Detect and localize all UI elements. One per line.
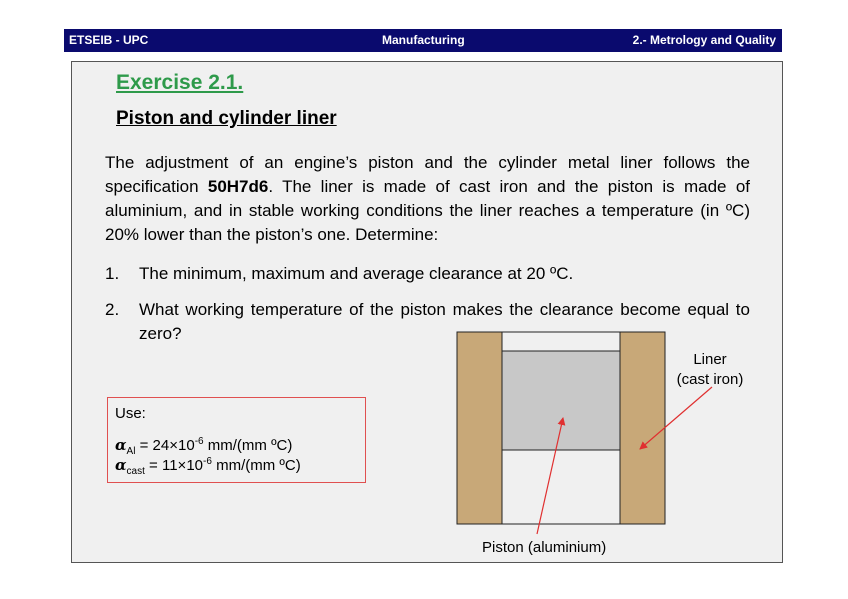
piston-liner-diagram <box>72 62 782 562</box>
liner-label <box>665 350 755 390</box>
statement-text-before: The adjustment of an engine’s piston and the cylinder metal liner follows the specification <box>105 153 750 196</box>
formula-unit: mm/(mm ºC) <box>203 437 293 454</box>
liner-label-line-2: (cast iron) <box>676 371 744 388</box>
formula-exponent: -6 <box>203 456 212 467</box>
slide-header <box>64 29 782 52</box>
question-1-number: 1. <box>105 264 120 283</box>
question-2-number: 2. <box>105 300 120 319</box>
formula-unit: mm/(mm ºC) <box>211 457 301 474</box>
question-1-text: The minimum, maximum and average clearance at 20 ºC. <box>139 264 574 283</box>
exercise-subtitle: Piston and cylinder liner <box>116 108 337 129</box>
question-2-text: What working temperature of the piston makes the clearance become equal to zero? <box>139 300 750 343</box>
exercise-title: Exercise 2.1. <box>116 71 244 94</box>
piston-body <box>502 351 620 450</box>
statement-text-after: . The liner is made of cast iron and the piston is made of aluminium, and in stable working conditions the liner reaches a temperature (in ºC) 20% lower than the piston’s one. Determine: <box>105 177 750 244</box>
use-label: Use: <box>115 405 146 422</box>
header-course: Manufacturing <box>382 33 465 47</box>
piston-label: Piston (aluminium) <box>482 539 607 556</box>
alpha-symbol: α <box>115 456 127 474</box>
liner-label-line-1: Liner <box>693 351 727 368</box>
liner-right-wall <box>620 332 665 524</box>
liner-left-wall <box>457 332 502 524</box>
alpha-subscript: Al <box>126 446 136 457</box>
alpha-subscript: cast <box>126 466 145 477</box>
header-chapter: 2.- Metrology and Quality <box>632 33 776 47</box>
slide-body <box>71 61 783 563</box>
formula-value: = 11×10 <box>144 457 204 474</box>
header-institution: ETSEIB - UPC <box>69 33 149 47</box>
formula-value: = 24×10 <box>135 437 195 454</box>
formula-exponent: -6 <box>194 436 204 447</box>
alpha-symbol: α <box>115 436 127 454</box>
fit-specification: 50H7d6 <box>207 177 269 196</box>
